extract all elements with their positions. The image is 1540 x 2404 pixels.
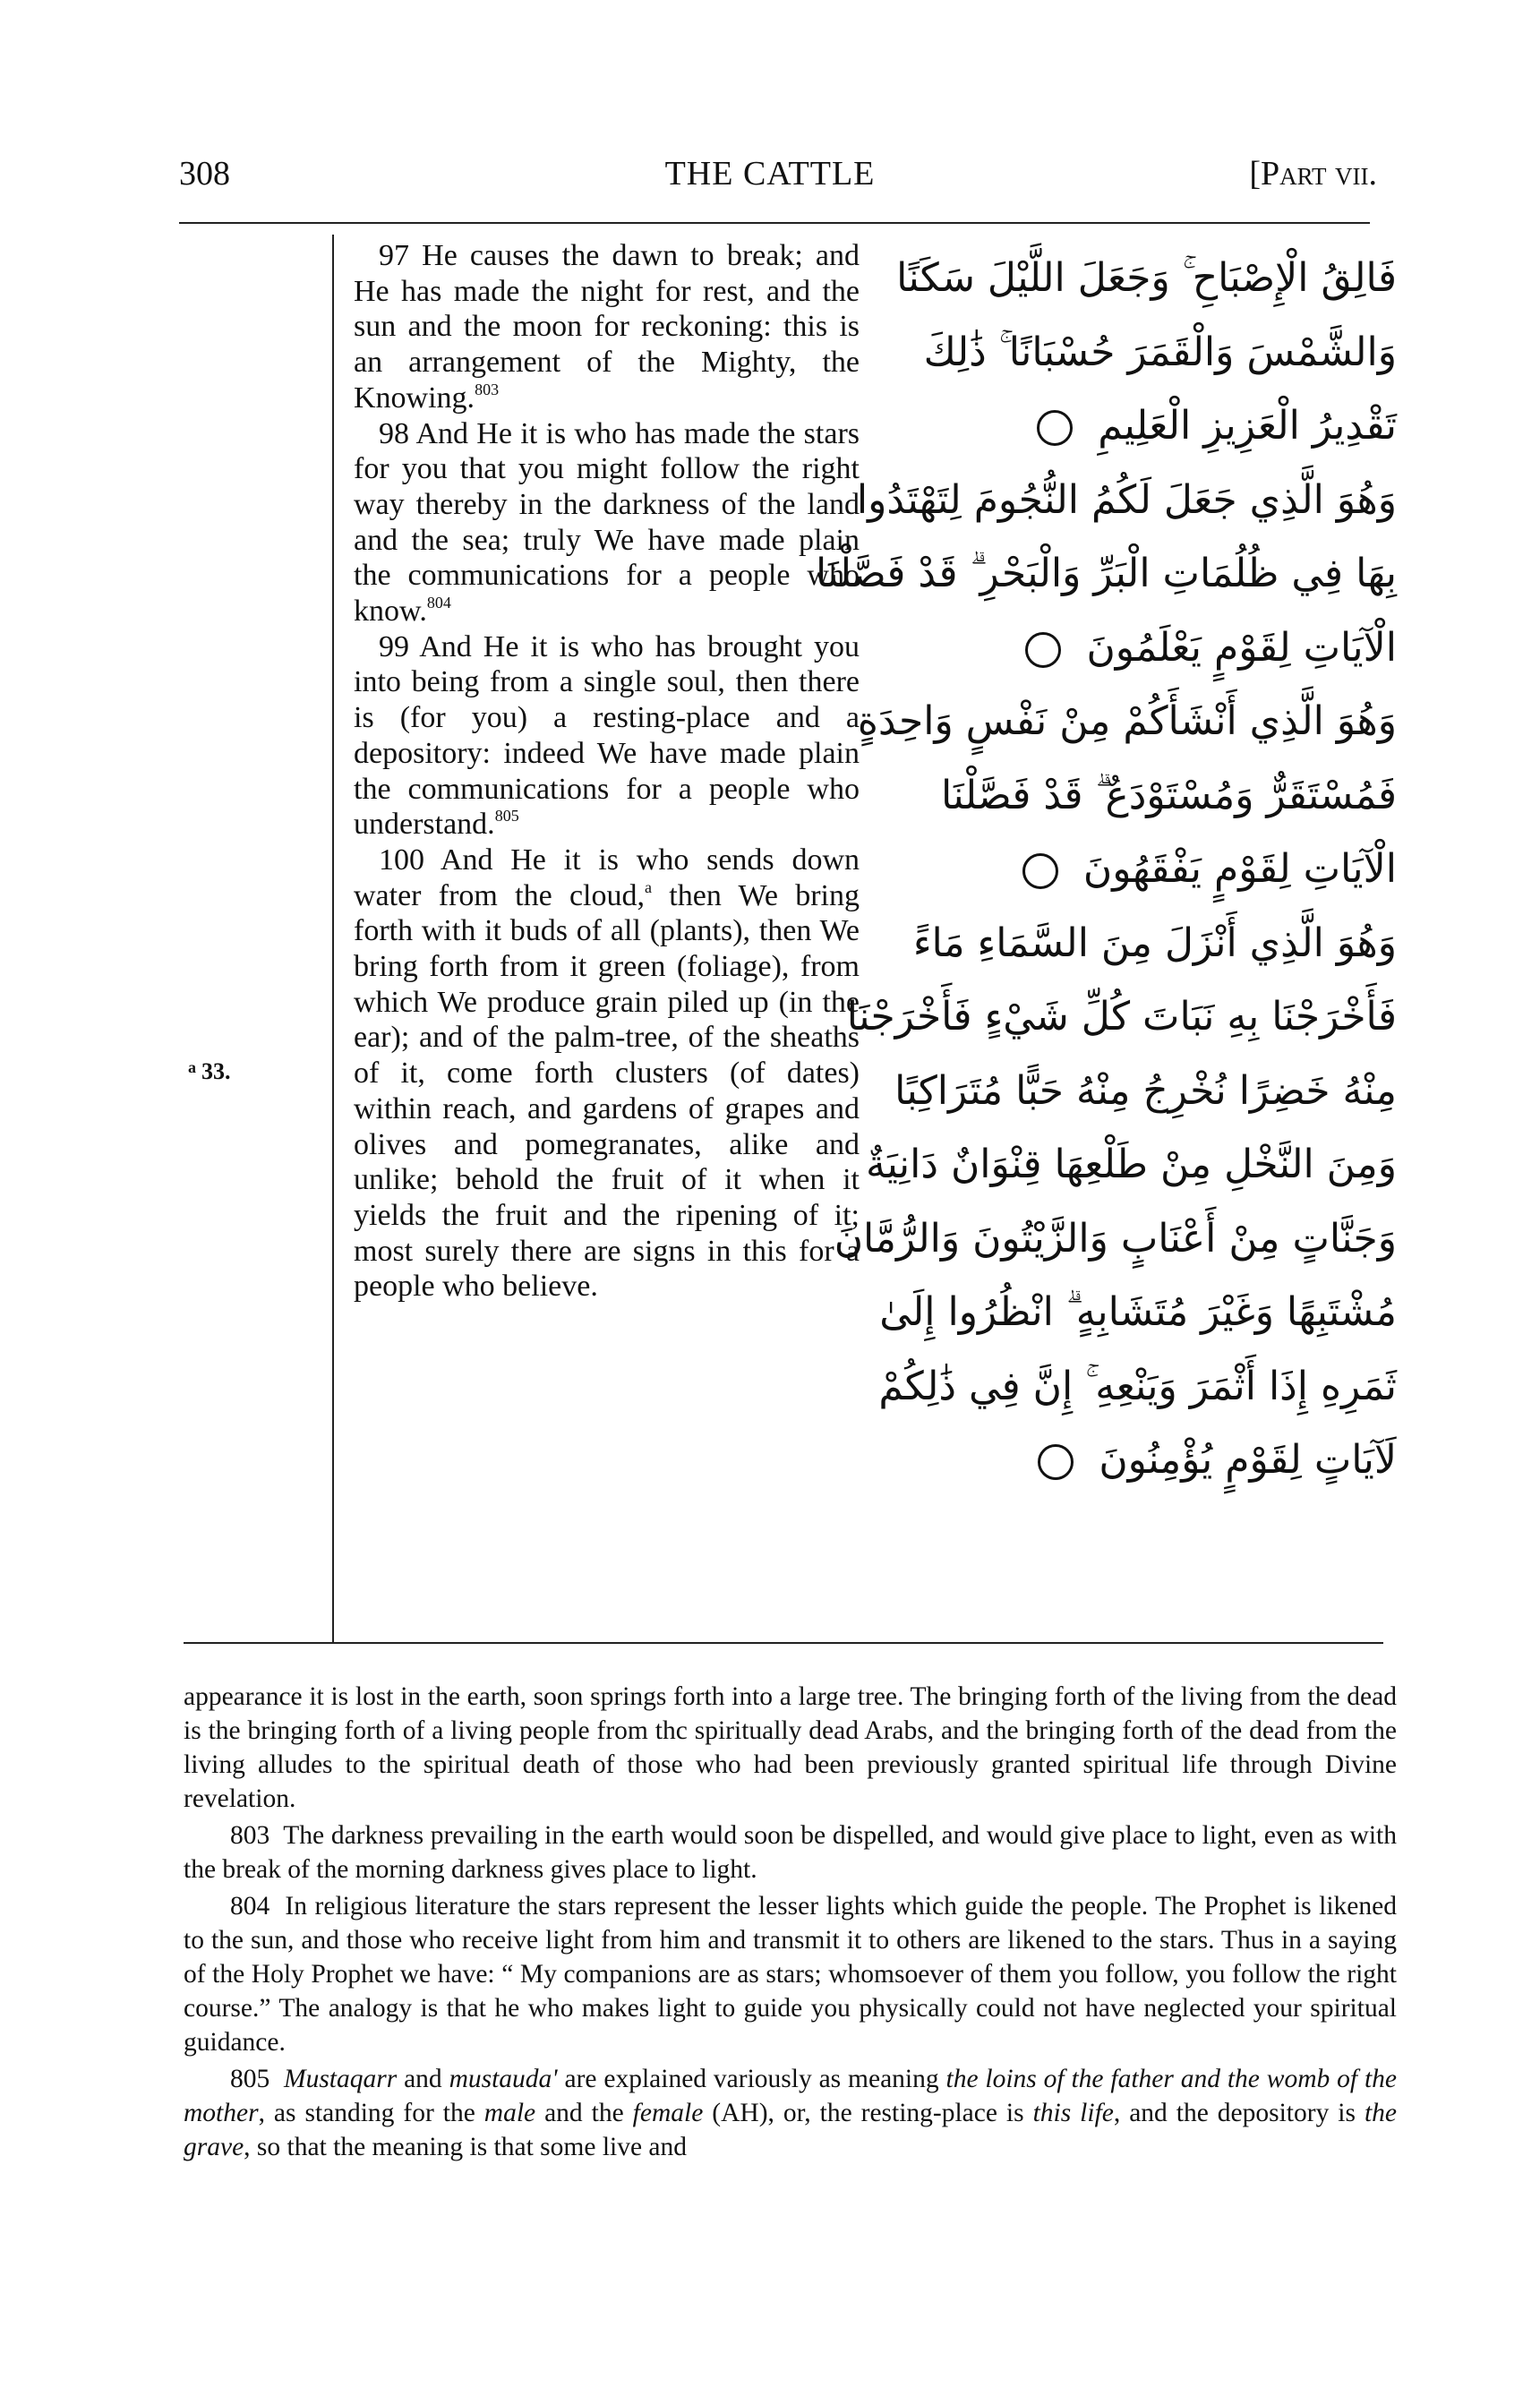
footnote-text: and the: [535, 2099, 633, 2127]
header-rule: [179, 222, 1370, 224]
verse-99: [354, 629, 860, 843]
footnote-text: , and the depository is: [1113, 2099, 1365, 2127]
verse-number: 99: [379, 629, 409, 663]
arabic-line: وَمِنَ النَّخْلِ مِنْ طَلْعِهَا قِنْوَانٌ دَانِيَةٌ: [866, 1142, 1397, 1187]
verse-number: 98: [379, 416, 409, 450]
arabic-line: مِنْهُ خَضِرًا نُخْرِجُ مِنْهُ حَبًّا مُتَرَاكِبًا: [894, 1067, 1397, 1114]
arabic-line: [886, 389, 1397, 464]
footnote-number: 804: [230, 1892, 270, 1921]
arabic-line: فَالِقُ الْإِصْبَاحِ ۚ وَجَعَلَ اللَّيْلَ سَكَنًا: [896, 255, 1397, 301]
arabic-line-text: الْآيَاتِ لِقَوْمٍ يَعْلَمُونَ: [1086, 624, 1397, 671]
verse-end-circle-icon: [1037, 410, 1073, 446]
footnote-text: and: [397, 2065, 449, 2093]
margin-reference: 33.: [201, 1058, 231, 1084]
arabic-line: وَهُوَ الَّذِي جَعَلَ لَكُمُ النُّجُومَ لِتَهْتَدُوا: [856, 476, 1397, 523]
italic-phrase: the grave: [184, 2099, 1397, 2161]
page-number: 308: [179, 155, 230, 192]
running-title: THE CATTLE: [664, 155, 876, 192]
footnote-number: 805: [230, 2065, 270, 2093]
footnote-ref-804[interactable]: 804: [426, 594, 451, 612]
footnote-continuation: appearance it is lost in the earth, soon springs forth into a large tree. The bringing forth of the living from the dead is the bringing forth of a living people from thc spiritually dead Arabs, and the bringing forth of the dead from the living alludes to the spiritual death of those who had been previously granted spiritual life through Divine revelation.: [184, 1682, 1397, 1813]
arabic-line: وَهُوَ الَّذِي أَنْزَلَ مِنَ السَّمَاءِ مَاءً: [912, 920, 1397, 966]
margin-marker: a: [188, 1058, 196, 1076]
footnote-rule: [184, 1642, 1383, 1644]
arabic-line: فَمُسْتَقَرٌّ وَمُسْتَوْدَعٌ ۗ قَدْ فَصَّلْنَا: [941, 772, 1397, 818]
footnote-text: (AH), or, the resting-place is: [703, 2099, 1033, 2127]
column-divider: [332, 235, 334, 1643]
verse-98: [354, 416, 860, 629]
verse-end-circle-icon: [1022, 853, 1058, 889]
arabic-line: وَهُوَ الَّذِي أَنْشَأَكُمْ مِنْ نَفْسٍ وَاحِدَةٍ: [857, 698, 1397, 744]
verse-text: then We bring forth with it buds of all (plants), then We bring forth from it green (foliage), from which We produce grain piled up (in the ear); and of the palm-tree, of the sheaths of it, come forth clusters (of dates) within reach, and gardens of grapes and olives and pomegranates, alike and unlike; behold the fruit of it when it yields the fruit and the ripening of it; most surely there are signs in this for a people who believe.: [354, 878, 860, 1304]
footnote-804: [184, 1889, 1397, 2059]
arabic-line-text: تَقْدِيرُ الْعَزِيزِ الْعَلِيمِ: [1098, 403, 1397, 449]
arabic-line-text: لَآيَاتٍ لِقَوْمٍ يُؤْمِنُونَ: [1099, 1437, 1397, 1483]
footnotes: [184, 1680, 1397, 2164]
arabic-line: [886, 1424, 1397, 1498]
footnote-text: In religious literature the stars represent the lesser lights which guide the people. The Prophet is likened to the sun, and those who receive light from him and transmit it to others are likened to the stars. Thus in a saying of the Holy Prophet we have: “ My companions are as stars; whomsoever of them you follow, you follow the right course.” The analogy is that he who makes light to guide you physically could not have neglected your spiritual guidance.: [184, 1892, 1397, 2057]
italic-phrase: female: [632, 2099, 704, 2127]
term-mustaqarr: Mustaqarr: [284, 2065, 398, 2093]
arabic-line-text: الْآيَاتِ لِقَوْمٍ يَفْقَهُونَ: [1082, 846, 1397, 892]
translation-column: [354, 238, 860, 1305]
footnote-805: [184, 2062, 1397, 2164]
italic-phrase: the loins of the father and the womb of the mother: [184, 2065, 1397, 2127]
verse-text: And He it is who has made the stars for you that you might follow the right way thereby in the darkness of the land and the sea; truly We have made plain the communications for a people who know.: [354, 416, 860, 629]
footnote-ref-805[interactable]: 805: [494, 807, 519, 826]
verse-text: And He it is who sends down water from the cloud,: [354, 843, 860, 912]
footnote-text: , as standing for the: [258, 2099, 484, 2127]
margin-cross-reference: [188, 1058, 231, 1085]
footnote-803: [184, 1818, 1397, 1886]
arabic-line: [886, 833, 1397, 907]
verse-number: 100: [379, 843, 424, 877]
verse-97: [354, 238, 860, 416]
verse-end-circle-icon: [1038, 1444, 1074, 1480]
italic-phrase: this life: [1032, 2099, 1114, 2127]
arabic-line: مُشْتَبِهًا وَغَيْرَ مُتَشَابِهٍ ۗ انْظُرُوا إِلَىٰ: [879, 1289, 1397, 1335]
footnote-text: are explained variously as meaning: [557, 2065, 946, 2093]
arabic-line: وَجَنَّاتٍ مِنْ أَعْنَابٍ وَالزَّيْتُونَ وَالرُّمَّانَ: [834, 1215, 1397, 1262]
footnote-text: The darkness prevailing in the earth would soon be dispelled, and would give place to light, even as with the break of the morning darkness gives place to light.: [184, 1821, 1397, 1884]
part-label: [Part vii.: [1249, 155, 1377, 192]
arabic-column: [816, 242, 1397, 1498]
verse-number: 97: [379, 239, 409, 272]
footnote-text: , so that the meaning is that some live and: [244, 2133, 688, 2161]
verse-end-circle-icon: [1025, 632, 1061, 668]
verse-100: [354, 843, 860, 1305]
arabic-line: [886, 612, 1397, 686]
arabic-line: فَأَخْرَجْنَا بِهِ نَبَاتَ كُلِّ شَيْءٍ فَأَخْرَجْنَا: [846, 994, 1397, 1039]
footnote-ref-803[interactable]: 803: [475, 380, 500, 398]
cross-ref-marker[interactable]: a: [645, 877, 653, 896]
arabic-line: بِهَا فِي ظُلُمَاتِ الْبَرِّ وَالْبَحْرِ ۗ قَدْ فَصَّلْنَا: [816, 551, 1397, 596]
term-mustauda: mustauda': [449, 2065, 558, 2093]
arabic-line: وَالشَّمْسَ وَالْقَمَرَ حُسْبَانًا ۚ ذَٰلِكَ: [923, 329, 1397, 375]
footnote-number: 803: [230, 1821, 270, 1850]
arabic-line: ثَمَرِهِ إِذَا أَثْمَرَ وَيَنْعِهِ ۚ إِنَّ فِي ذَٰلِكُمْ: [878, 1363, 1397, 1409]
verse-text: He causes the dawn to break; and He has made the night for rest, and the sun and the moon for reckoning: this is an arrangement of the Mighty, the Knowing.: [354, 239, 860, 415]
italic-phrase: male: [483, 2099, 536, 2127]
verse-text: And He it is who has brought you into being from a single soul, then there is (for you) a resting-place and a depository: indeed We have made plain the communications for a people who understand.: [354, 629, 860, 842]
